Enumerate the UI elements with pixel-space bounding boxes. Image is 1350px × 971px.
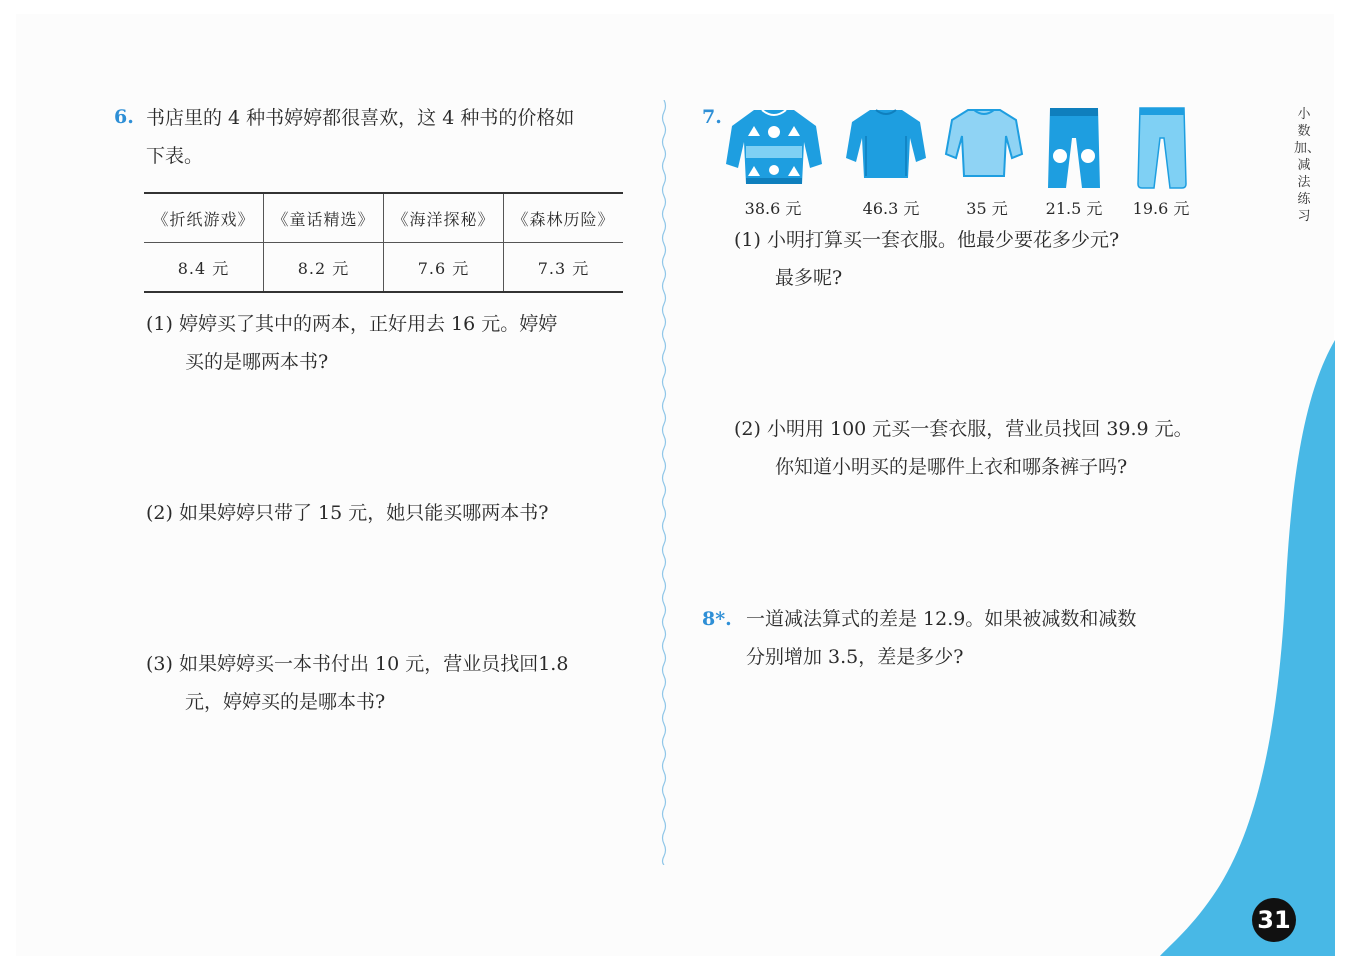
table-price-cell: 7.6 元: [383, 243, 503, 293]
book-price-table: [144, 192, 623, 293]
item-price: 46.3 元: [862, 199, 920, 218]
patterned-sweater-icon: [724, 106, 824, 188]
item-price: 35 元: [966, 199, 1008, 218]
q7-sub1-line2: 最多呢?: [775, 267, 843, 289]
q8-line2: 分别增加 3.5，差是多少?: [746, 646, 964, 668]
item-price: 21.5 元: [1045, 199, 1103, 218]
q6-intro-line2: 下表。: [146, 145, 204, 167]
table-header-cell: 《森林历险》: [504, 193, 623, 243]
q6-sub1-line1: (1) 婷婷买了其中的两本，正好用去 16 元。婷婷: [146, 313, 558, 335]
table-price-cell: 8.2 元: [263, 243, 383, 293]
table-header-row: [144, 193, 623, 243]
item-price: 19.6 元: [1132, 199, 1190, 218]
q7-sub2-line2: 你知道小明买的是哪件上衣和哪条裤子吗?: [775, 456, 1128, 478]
table-price-cell: 8.4 元: [144, 243, 263, 293]
q6-number: 6.: [114, 106, 134, 128]
patched-pants-icon: [1044, 104, 1104, 192]
table-header-cell: 《童话精选》: [263, 193, 383, 243]
light-pants-icon: [1134, 104, 1190, 192]
q6-sub1-line2: 买的是哪两本书?: [185, 351, 329, 373]
q7-sub2-line1: (2) 小明用 100 元买一套衣服，营业员找回 39.9 元。: [734, 418, 1193, 440]
q6-sub3-line2: 元，婷婷买的是哪本书?: [185, 691, 386, 713]
q6-intro-line1: 书店里的 4 种书婷婷都很喜欢，这 4 种书的价格如: [146, 107, 575, 129]
q8-number: 8*.: [702, 608, 732, 630]
table-row: [144, 243, 623, 293]
q7-sub1-line1: (1) 小明打算买一套衣服。他最少要花多少元?: [734, 229, 1120, 251]
q6-sub2-line1: (2) 如果婷婷只带了 15 元，她只能买哪两本书?: [146, 502, 549, 524]
q6-sub3-line1: (3) 如果婷婷买一本书付出 10 元，营业员找回1.8: [146, 653, 569, 675]
page-divider: [660, 100, 668, 865]
light-shirt-icon: [944, 106, 1024, 180]
q7-number: 7.: [702, 106, 722, 128]
item-price: 38.6 元: [744, 199, 802, 218]
page-number: 31: [1252, 898, 1296, 942]
dark-sweater-icon: [844, 106, 928, 182]
table-header-cell: 《折纸游戏》: [144, 193, 263, 243]
q8-line1: 一道减法算式的差是 12.9。如果被减数和减数: [746, 608, 1137, 630]
chapter-sidebar-title: 小数加、减法练习: [1294, 107, 1321, 224]
table-price-cell: 7.3 元: [504, 243, 623, 293]
table-header-cell: 《海洋探秘》: [383, 193, 503, 243]
